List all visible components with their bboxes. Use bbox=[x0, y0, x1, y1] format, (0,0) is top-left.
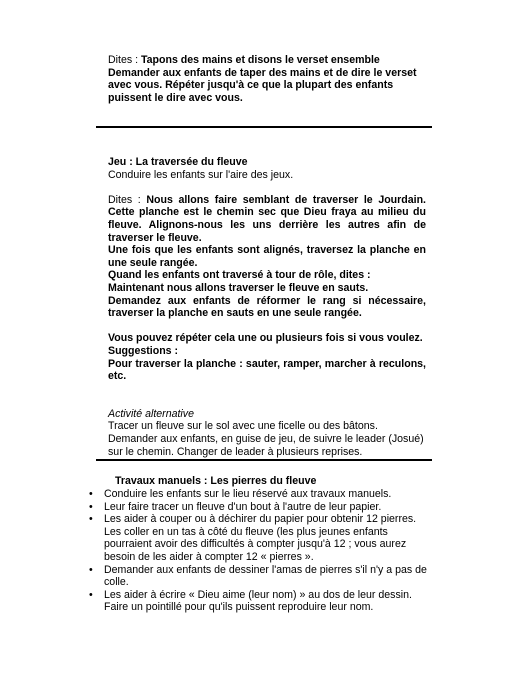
game-says-prefix: Dites : bbox=[108, 193, 147, 206]
game-repeat: Vous pouvez répéter cela une ou plusieurs fois si vous voulez. bbox=[108, 332, 423, 345]
game-line-2: Quand les enfants ont traversé à tour de rôle, dites : bbox=[108, 269, 371, 282]
game-title: Jeu : La traversée du fleuve bbox=[108, 156, 248, 168]
says-line bbox=[108, 54, 426, 67]
game-line-3: Maintenant nous allons traverser le fleuve en sauts. bbox=[108, 281, 369, 294]
says-text: Tapons des mains et disons le verset ensemble bbox=[140, 54, 380, 66]
game-says bbox=[108, 194, 426, 244]
bullet-icon: • bbox=[89, 588, 93, 601]
alt-activity-title: Activité alternative bbox=[108, 407, 194, 420]
bullet-icon: • bbox=[89, 500, 93, 513]
crafts-title: Travaux manuels : Les pierres du fleuve bbox=[115, 475, 317, 487]
list-item: • Les aider à écrire « Dieu aime (leur nom) » au dos de leur dessin. Faire un pointillé pour qu'ils puissent reproduire leur nom. bbox=[89, 588, 412, 614]
suggestions-text: Pour traverser la planche : sauter, ramper, marcher à reculons, etc. bbox=[108, 357, 426, 383]
divider-2 bbox=[96, 459, 432, 461]
divider-1 bbox=[96, 126, 432, 128]
game-line-4: Demandez aux enfants de réformer le rang si nécessaire, traverser la planche en sauts en une seule rangée. bbox=[108, 294, 426, 320]
game-intro: Conduire les enfants sur l'aire des jeux. bbox=[108, 168, 294, 181]
game-says-text: Nous allons faire semblant de traverser le Jourdain. Cette planche est le chemin sec que Dieu fraya au milieu du fleuve. Alignons-nous les uns derrière les autres afin de traverser le fleuve. bbox=[108, 193, 426, 244]
alt-activity-text: Tracer un fleuve sur le sol avec une ficelle ou des bâtons. Demander aux enfants, en guise de jeu, de suivre le leader (Josué) sur le chemin. Changer de leader à plusieurs reprises. bbox=[108, 420, 424, 458]
verse-instruction: Demander aux enfants de taper des mains et de dire le verset avec vous. Répéter jusqu'à ce que la plupart des enfants puissent le dire avec vous. bbox=[108, 66, 417, 104]
says-prefix: Dites : bbox=[108, 54, 141, 66]
crafts-section bbox=[115, 475, 433, 488]
suggestions-label: Suggestions : bbox=[108, 344, 179, 357]
bullet-icon: • bbox=[89, 563, 93, 576]
game-section bbox=[108, 156, 426, 458]
list-item: • Conduire les enfants sur le lieu réservé aux travaux manuels. bbox=[89, 488, 392, 500]
bullet-icon: • bbox=[89, 513, 93, 526]
game-line-1: Une fois que les enfants sont alignés, traversez la planche en une seule rangée. bbox=[108, 244, 426, 269]
crafts-list bbox=[89, 488, 429, 614]
list-item: • Demander aux enfants de dessiner l'amas de pierres s'il n'y a pas de colle. bbox=[89, 563, 427, 589]
list-item: • Les aider à couper ou à déchirer du papier pour obtenir 12 pierres. Les coller en un tas à côté du fleuve (les plus jeunes enfants pourraient avoir des difficultés à compter jusqu'à 12 ; vous aurez besoin de les aider à compter 12 « pierres ». bbox=[89, 513, 417, 563]
bullet-icon: • bbox=[89, 488, 93, 500]
verse-section bbox=[108, 54, 426, 104]
list-item: • Leur faire tracer un fleuve d'un bout à l'autre de leur papier. bbox=[89, 500, 382, 513]
